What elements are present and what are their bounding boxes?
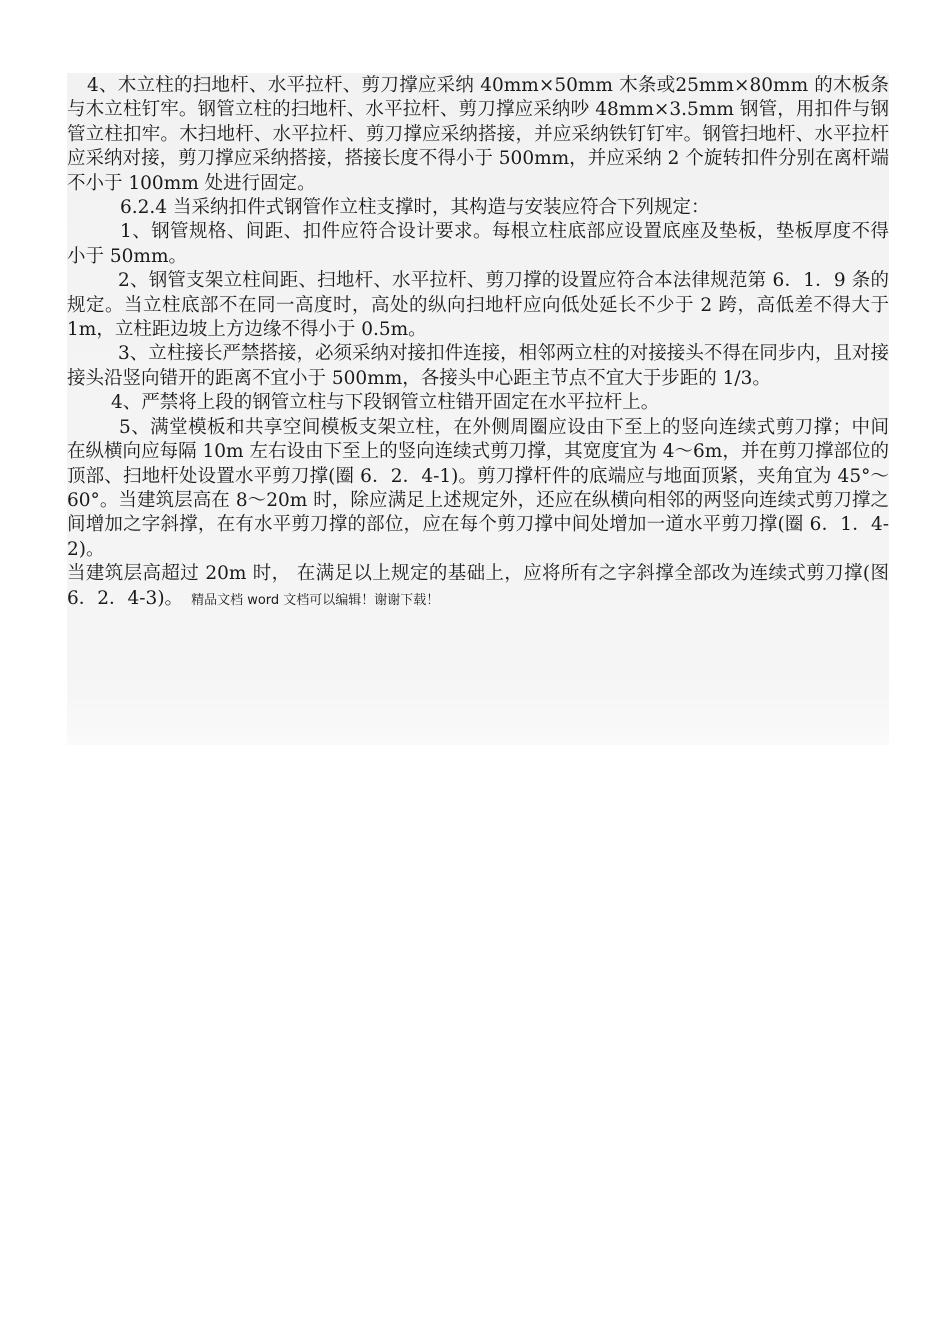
paragraph-item-4: 4、严禁将上段的钢管立柱与下段钢管立柱错开固定在水平拉杆上。 <box>111 392 660 414</box>
paragraph-over-20m <box>67 562 889 613</box>
paragraph-section-6-2-4: 6.2.4 当采纳扣件式钢管作立柱支撑时，其构造与安装应符合下列规定： <box>120 197 710 219</box>
paragraph-over-20m-text: 当建筑层高超过 20m 时， 在满足以上规定的基础上，应将所有之字斜撑全部改为连续式剪刀撑(图 6．2．4-3)。 <box>67 563 889 609</box>
footer-note: 精品文档 word 文档可以编辑！谢谢下载！ <box>191 592 440 608</box>
document-body <box>67 74 889 613</box>
paragraph-item-2: 2、钢管支架立柱间距、扫地杆、水平拉杆、剪刀撑的设置应符合本法律规范第 6．1．9 条的规定。当立柱底部不在同一高度时，高处的纵向扫地杆应向低处延长不少于 2 跨，高低差不得大于 1m，立柱距边坡上方边缘不得小于 0.5m。 <box>67 270 889 341</box>
paragraph-item-3: 3、立柱接长严禁搭接，必须采纳对接扣件连接，相邻两立柱的对接接头不得在同步内，且对接接头沿竖向错开的距离不宜小于 500mm，各接头中心距主节点不宜大于步距的 1/3。 <box>67 343 889 389</box>
paragraph-item-5: 5、满堂模板和共享空间模板支架立柱，在外侧周圈应设由下至上的竖向连续式剪刀撑；中间在纵横向应每隔 10m 左右设由下至上的竖向连续式剪刀撑，其宽度宜为 4～6m，并在剪刀撑部位的顶部、扫地杆处设置水平剪刀撑(圈 6．2．4-1)。剪刀撑杆件的底端应与地面顶紧，夹角宜为 45°～60°。当建筑层高在 8～20m 时，除应满足上述规定外，还应在纵横向相邻的两竖向连续式剪刀撑之间增加之字斜撑，在有水平剪刀撑的部位，应在每个剪刀撑中间处增加一道水平剪刀撑(圈 6．1．4-2)。 <box>67 416 889 560</box>
paragraph-wood-column-bracing: 4、木立柱的扫地杆、水平拉杆、剪刀撑应采纳 40mm×50mm 木条或25mm×80mm 的木板条与木立柱钉牢。钢管立柱的扫地杆、水平拉杆、剪刀撑应采纳吵 48mm×3.5mm 钢管，用扣件与钢管立柱扣牢。木扫地杆、水平拉杆、剪刀撑应采纳搭接，并应采纳铁钉钉牢。钢管扫地杆、水平拉杆应采纳对接，剪刀撑应采纳搭接，搭接长度不得小于 500mm，并应采纳 2 个旋转扣件分别在离杆端不小于 100mm 处进行固定。 <box>67 75 889 194</box>
paragraph-item-1: 1、钢管规格、间距、扣件应符合设计要求。每根立柱底部应设置底座及垫板，垫板厚度不得小于 50mm。 <box>67 221 889 267</box>
